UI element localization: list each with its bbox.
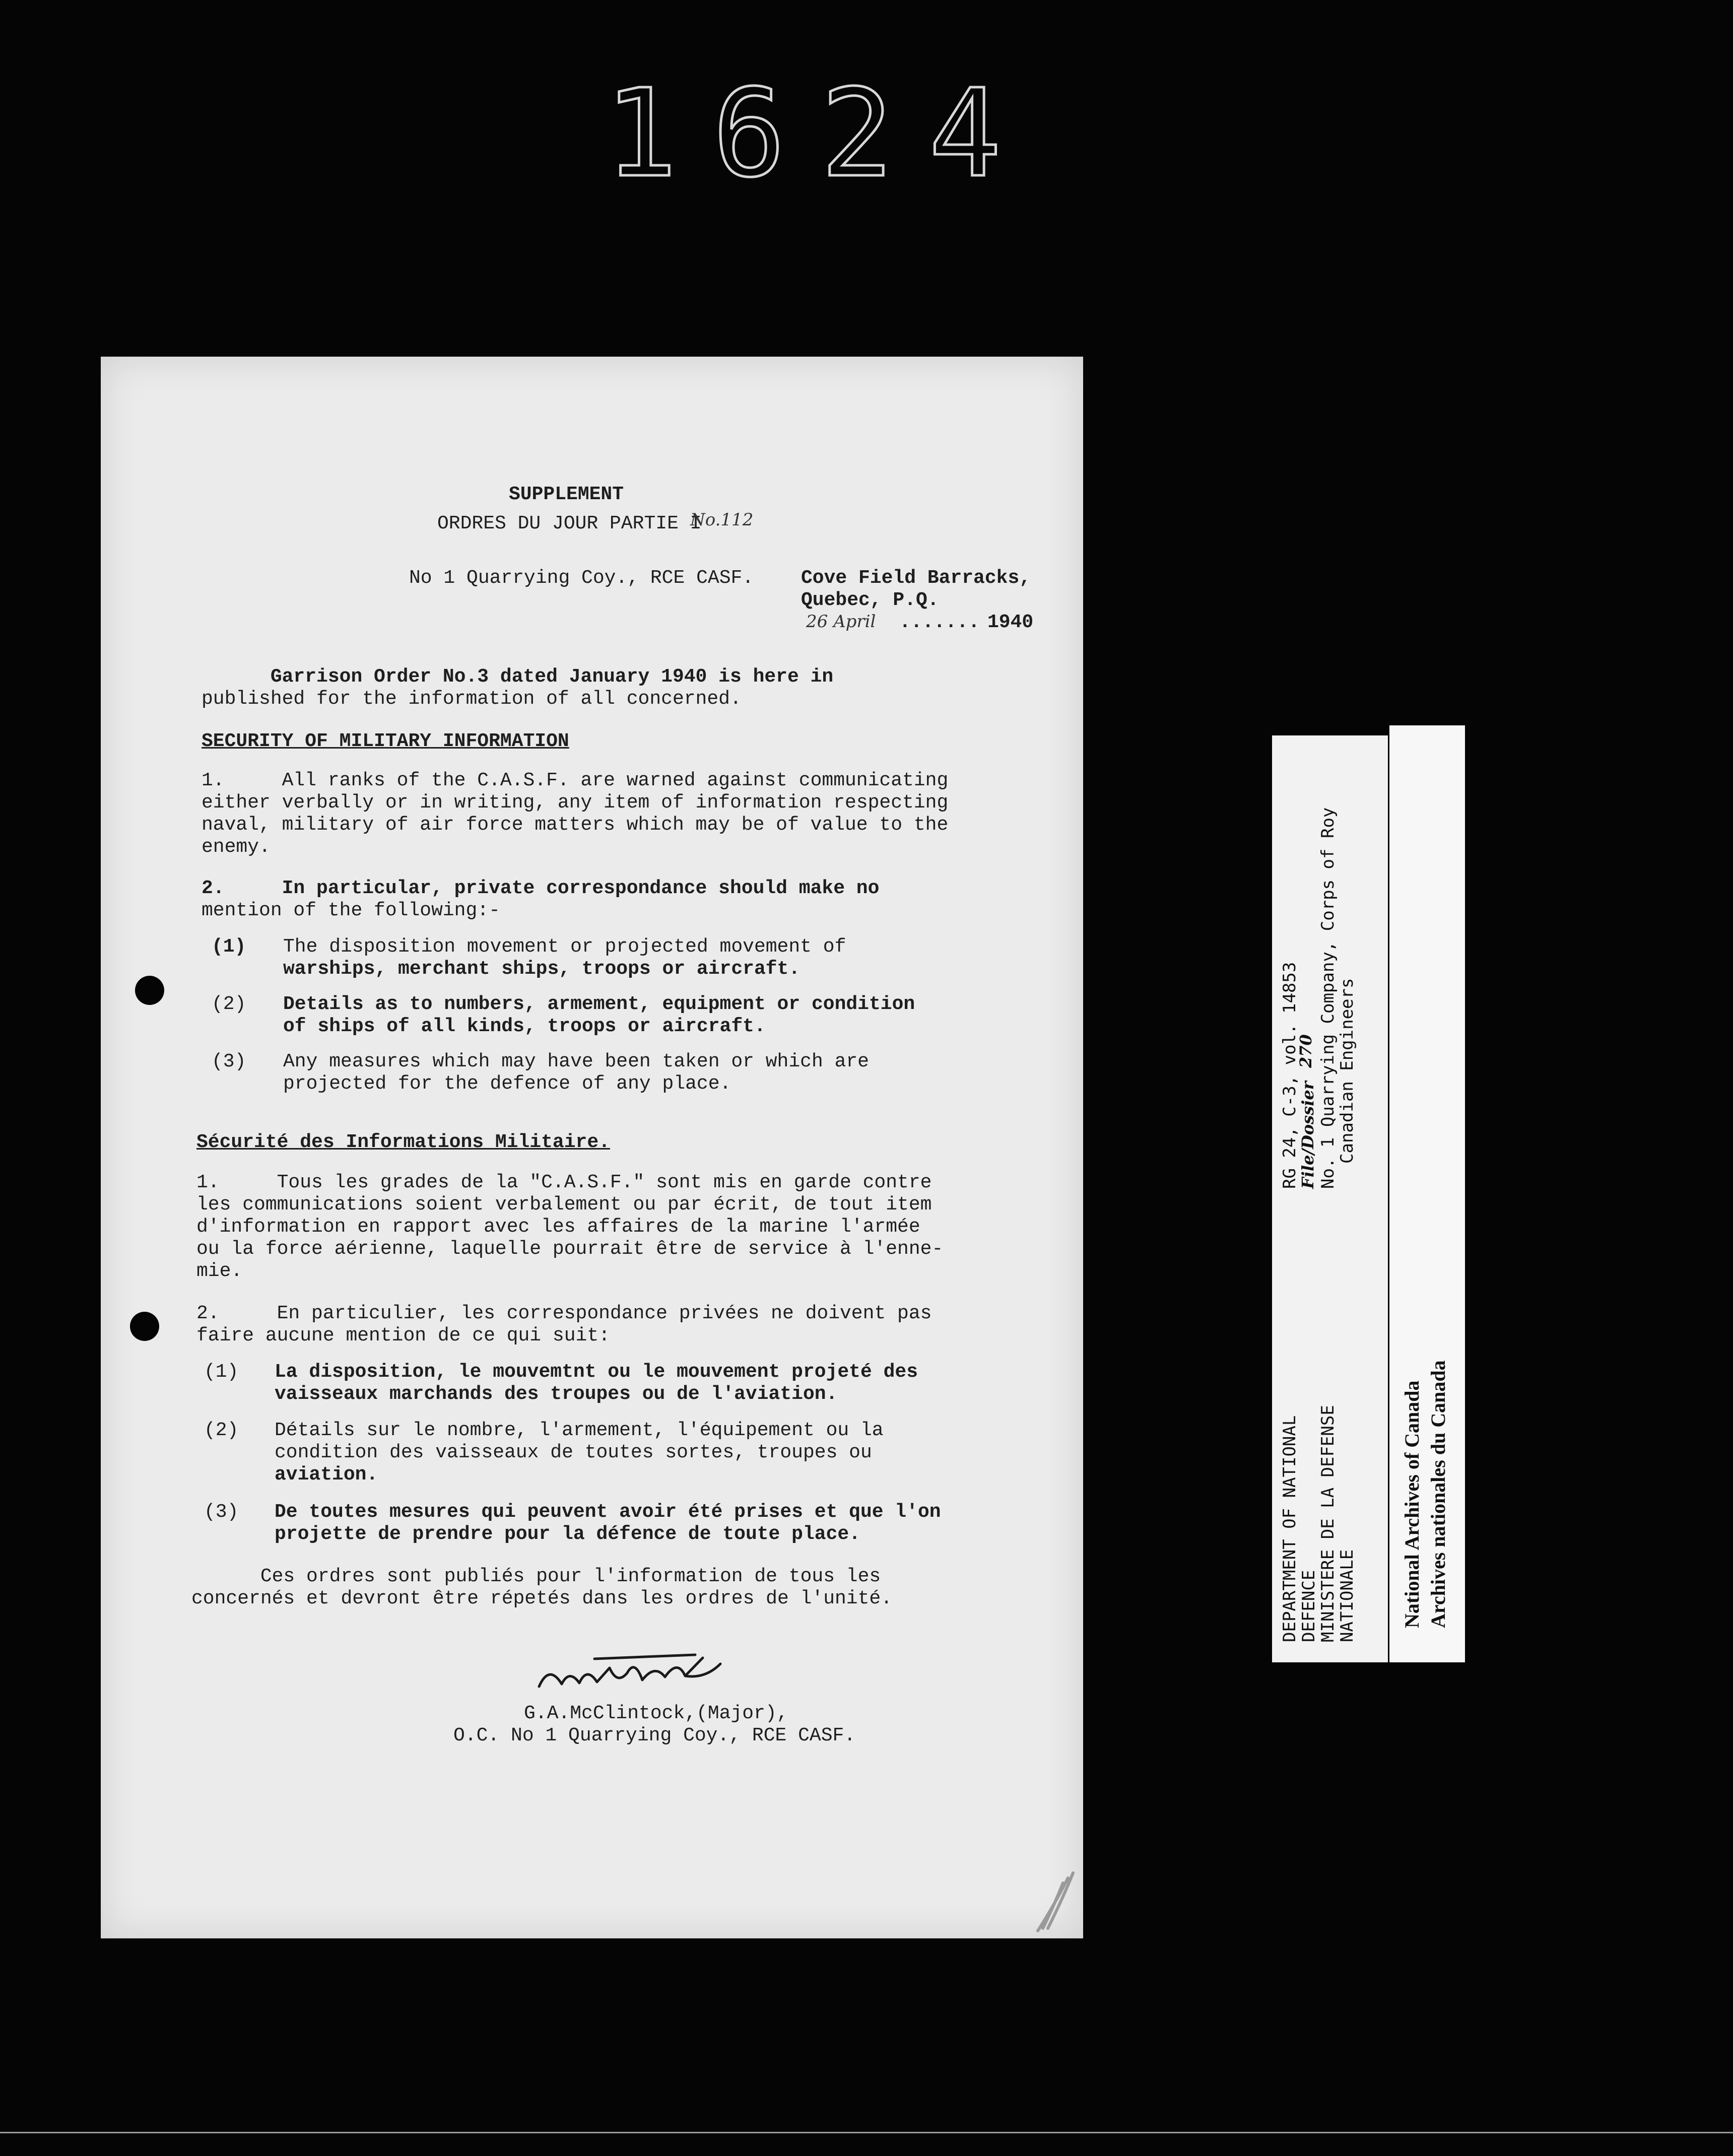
archives-name-french: Archives nationales du Canada — [1427, 1360, 1449, 1628]
signatory-title: O.C. No 1 Quarrying Coy., RCE CASF. — [453, 1725, 856, 1746]
archive-reference-label — [1272, 735, 1388, 1662]
french-item-number: (2) — [204, 1420, 239, 1441]
english-para1-line: either verbally or in writing, any item of information respecting — [202, 792, 949, 814]
english-item-line: projected for the defence of any place. — [283, 1073, 731, 1095]
french-item-line: Détails sur le nombre, l'armement, l'équipement ou la — [275, 1420, 884, 1441]
unit-line: No 1 Quarrying Coy., RCE CASF. — [409, 567, 754, 589]
department-line: DEPARTMENT OF NATIONAL — [1280, 1415, 1300, 1642]
unit-name-line: Canadian Engineers — [1337, 978, 1357, 1164]
french-para1-line: d'information en rapport avec les affaires de la marine l'armée — [196, 1216, 920, 1238]
location-line-1: Cove Field Barracks, — [801, 567, 1031, 589]
signatory-name: G.A.McClintock,(Major), — [524, 1703, 788, 1724]
punch-hole-top — [135, 976, 164, 1005]
french-para2-line: 2. En particulier, les correspondance privées ne doivent pas — [196, 1303, 932, 1324]
handwritten-order-number: No.112 — [690, 510, 754, 530]
english-item-line: warships, merchant ships, troops or aircraft. — [283, 958, 801, 980]
french-para1-line: mie. — [196, 1260, 243, 1282]
french-para1-line: les communications soient verbalement ou par écrit, de tout item — [196, 1194, 932, 1216]
national-archives-strip — [1389, 725, 1465, 1662]
french-item-number: (3) — [204, 1501, 239, 1523]
english-para2-line: mention of the following:- — [202, 900, 500, 921]
intro-line-2: published for the information of all concerned. — [202, 688, 742, 710]
french-heading: Sécurité des Informations Militaire. — [196, 1131, 610, 1153]
french-item-line: De toutes mesures qui peuvent avoir été prises et que l'on — [275, 1501, 941, 1523]
english-para1-line: 1. All ranks of the C.A.S.F. are warned against communicating — [202, 770, 949, 791]
department-line: DEFENCE — [1299, 1570, 1319, 1642]
english-item-line: Details as to numbers, armement, equipment or condition — [283, 993, 915, 1015]
handwritten-signature — [534, 1644, 725, 1699]
french-para1-line: 1. Tous les grades de la "C.A.S.F." sont mis en garde contre — [196, 1172, 932, 1193]
department-line: NATIONALE — [1337, 1549, 1357, 1642]
intro-line-1: Garrison Order No.3 dated January 1940 is here in — [202, 666, 834, 688]
english-item-line: The disposition movement or projected movement of — [283, 936, 846, 958]
english-heading: SECURITY OF MILITARY INFORMATION — [202, 730, 569, 752]
unit-name-line: No. 1 Quarrying Company, Corps of Roy — [1318, 807, 1338, 1189]
french-para2-line: faire aucune mention de ce qui suit: — [196, 1325, 610, 1346]
french-para1-line: ou la force aérienne, laquelle pourrait être de service à l'enne- — [196, 1238, 944, 1260]
french-item-line: condition des vaisseaux de toutes sortes, troupes ou — [275, 1442, 872, 1463]
english-item-line: Any measures which may have been taken or which are — [283, 1051, 869, 1072]
edge-smudge — [1008, 1868, 1078, 1933]
english-item-number: (3) — [212, 1051, 246, 1072]
orders-subtitle: ORDRES DU JOUR PARTIE I — [437, 513, 702, 534]
english-item-number: (1) — [212, 936, 246, 958]
film-edge-line — [0, 2132, 1733, 2133]
location-line-2: Quebec, P.Q. — [801, 589, 939, 611]
microfilm-frame-number: 1624 — [605, 63, 1037, 204]
english-para2-line: 2. In particular, private correspondance should make no — [202, 878, 880, 899]
english-para1-line: enemy. — [202, 836, 271, 858]
english-item-number: (2) — [212, 993, 246, 1015]
english-item-line: of ships of all kinds, troops or aircraft. — [283, 1016, 766, 1037]
department-line: MINISTERE DE LA DEFENSE — [1318, 1405, 1338, 1642]
handwritten-date: 26 April — [806, 612, 876, 632]
file-dossier-label: File/Dossier — [1298, 1081, 1317, 1189]
date-year: 1940 — [987, 612, 1034, 633]
punch-hole-bottom — [130, 1312, 159, 1341]
french-item-number: (1) — [204, 1361, 239, 1383]
closing-line: concernés et devront être répetés dans les ordres de l'unité. — [191, 1588, 893, 1609]
record-group-line: RG 24, C-3, vol. 14853 — [1280, 962, 1300, 1189]
date-dots: ....... — [899, 612, 980, 633]
french-item-line: aviation. — [275, 1464, 378, 1486]
supplement-title: SUPPLEMENT — [509, 484, 624, 505]
french-item-line: projette de prendre pour la défence de toute place. — [275, 1523, 860, 1545]
closing-line: Ces ordres sont publiés pour l'information de tous les — [191, 1566, 881, 1587]
document-page — [101, 357, 1083, 1938]
french-item-line: vaisseaux marchands des troupes ou de l'aviation. — [275, 1383, 838, 1405]
archives-name-english: National Archives of Canada — [1401, 1380, 1423, 1628]
file-number: 270 — [1296, 1034, 1315, 1068]
french-item-line: La disposition, le mouvemtnt ou le mouvement projeté des — [275, 1361, 918, 1383]
english-para1-line: naval, military of air force matters which may be of value to the — [202, 814, 949, 836]
